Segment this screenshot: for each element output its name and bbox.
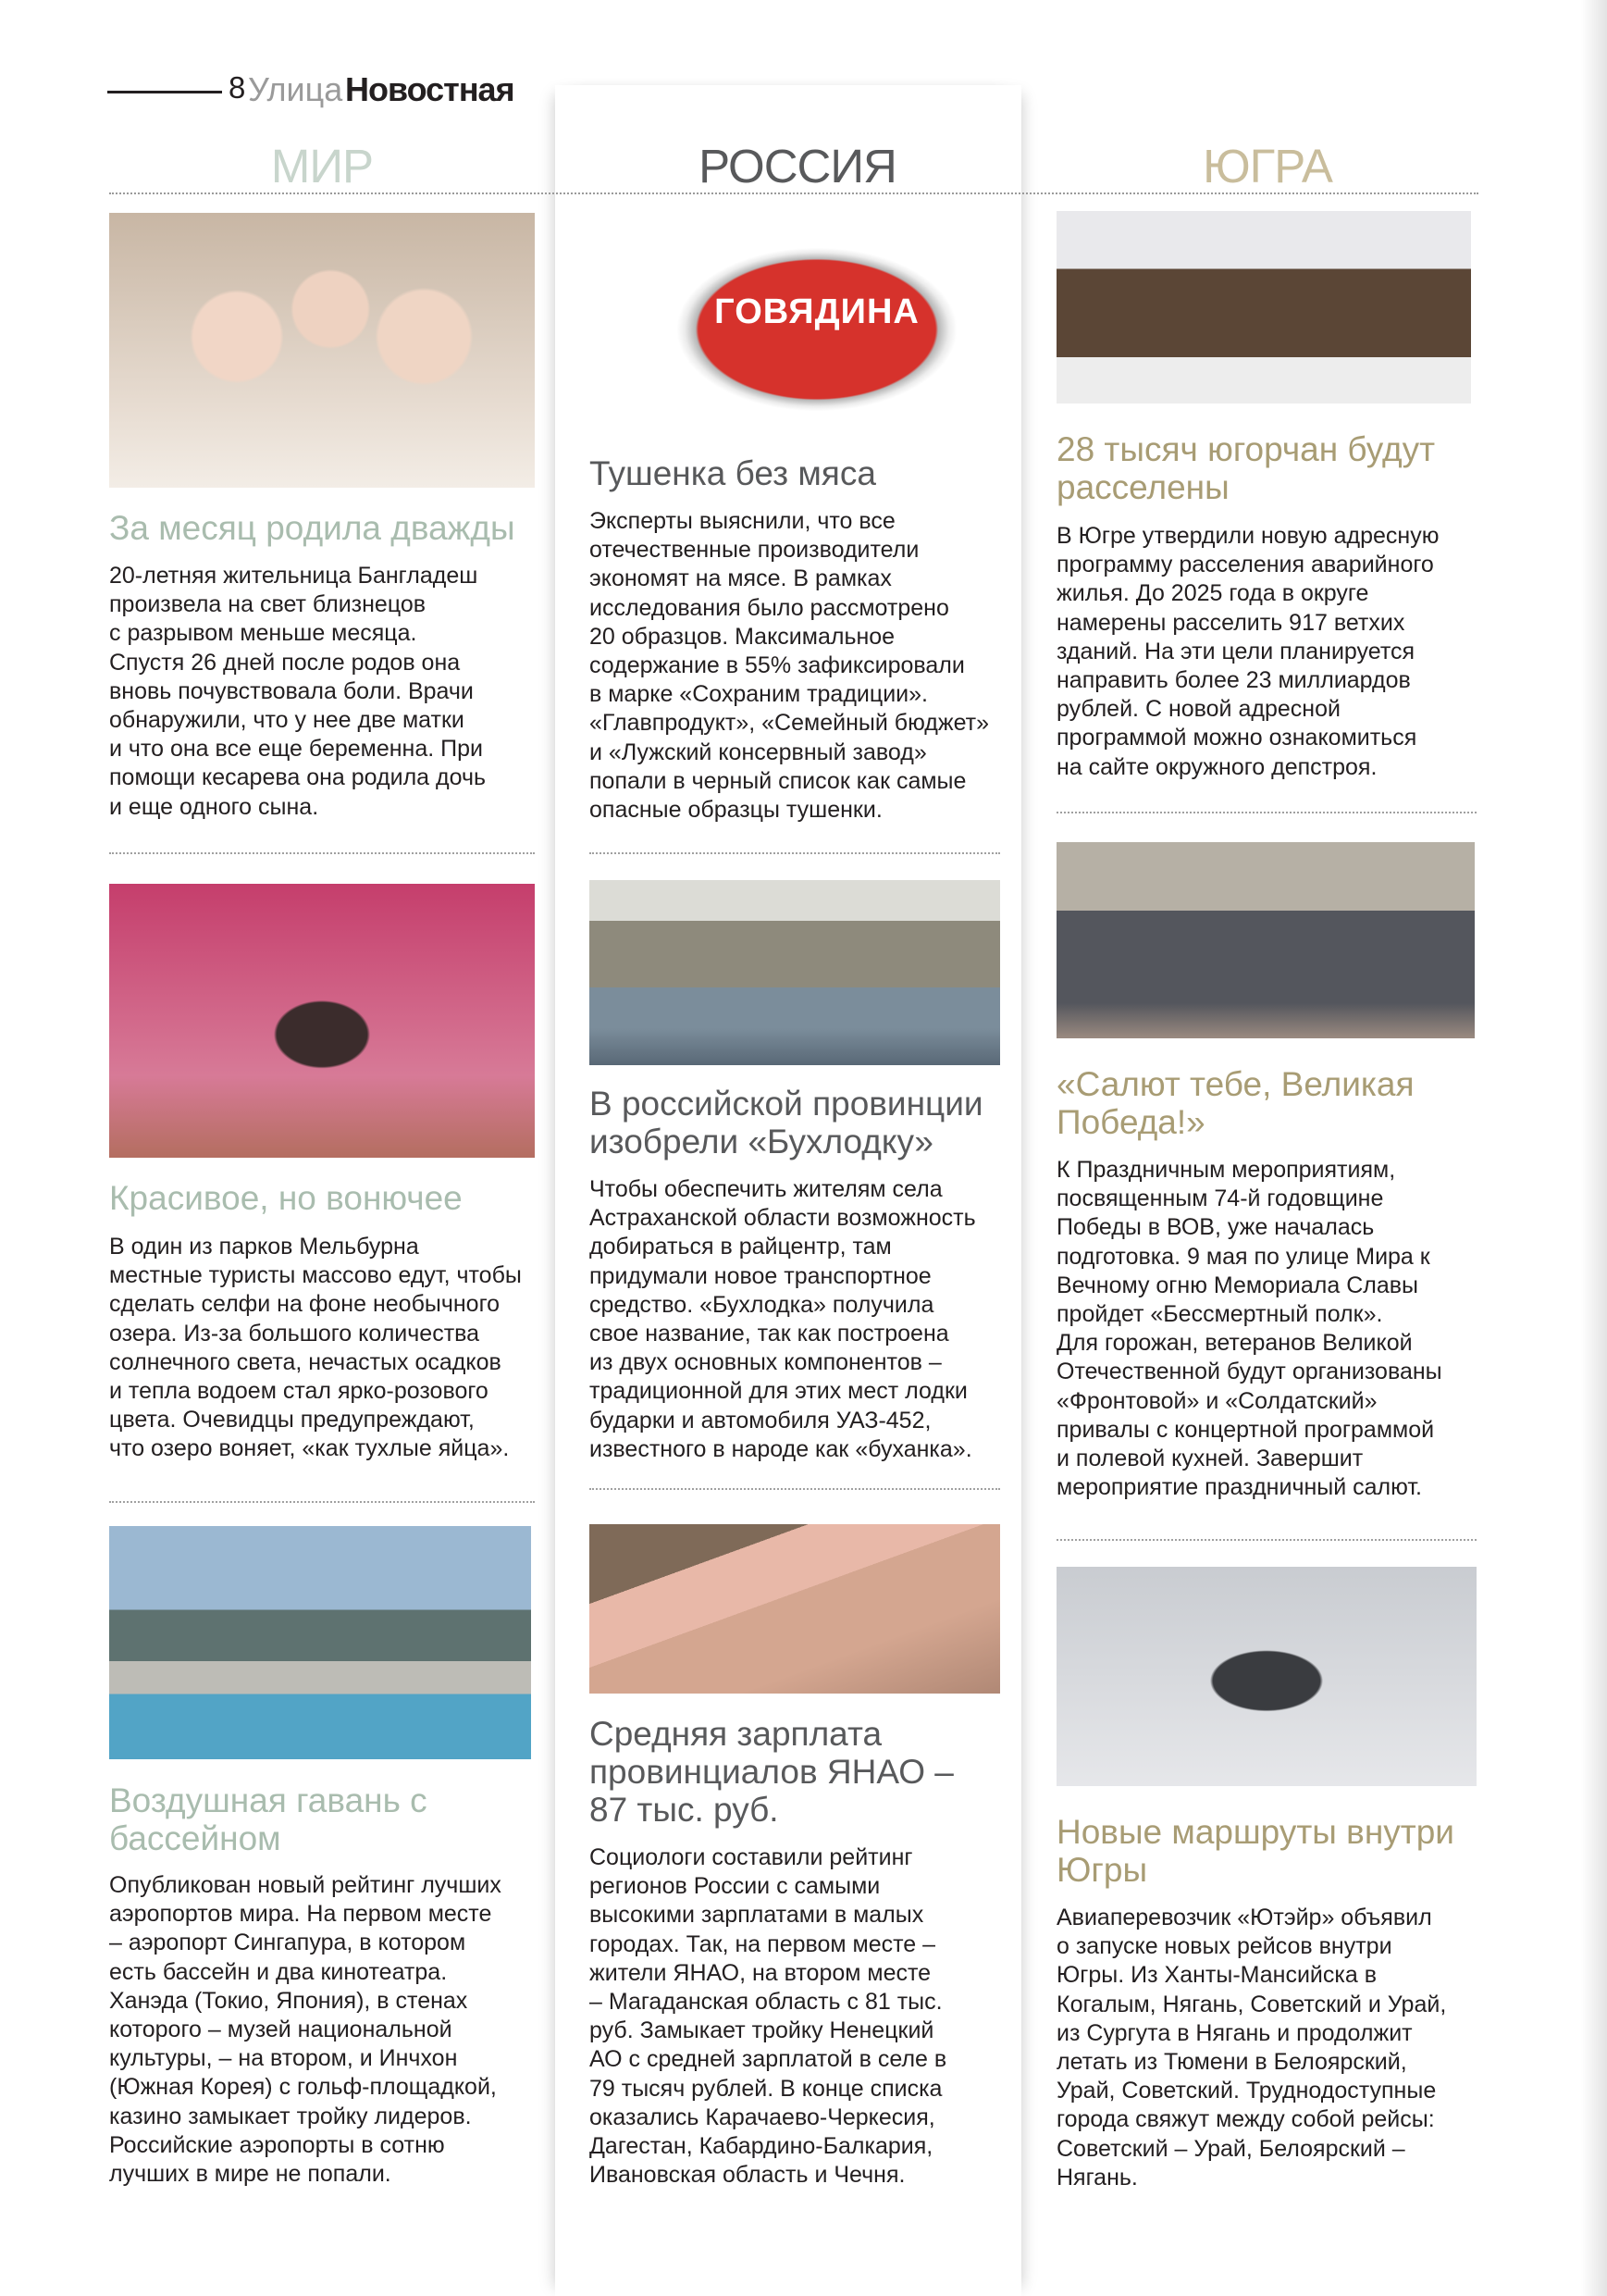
section-heading-russia: РОССИЯ [698,140,896,192]
article-title: Новые маршруты внутри Югры [1057,1813,1454,1889]
article-divider [589,852,1000,854]
article-divider [1057,812,1477,813]
article-title: Красивое, но вонючее [109,1179,463,1217]
article-body: 20-летняя жительница Бангладеш произвела на свет близнецов с разрывом меньше месяца. Спустя 26 дней после родов она вновь почувствовала боли. Врачи обнаружили, что у нее две матки и что она все еще беременна. При помощи кесарева она родила дочь и еще одного сына. [109,563,486,820]
article-new-routes [1057,1567,1491,2192]
article-body: Опубликован новый рейтинг лучших аэропортов мира. На первом месте – аэропорт Сингапура, в котором есть бассейн и два кинотеатра. Ханэда (Токио, Япония), в стенах которого – музей национальной культуры, – на втором, и Инчхон (Южная Корея) с гольф-площадкой, казино замыкает тройку лидеров. Российские аэропорты в сотню лучших в мире не попали. [109,1872,501,2188]
article-title: За месяц родила дважды [109,509,515,547]
newborn-twins-photo [109,213,535,488]
article-body: В один из парков Мельбурна местные туристы массово едут, чтобы сделать селфи на фоне необычного озера. Из-за большого количества солнечного света, нечастых осадков и тепла водоем стал ярко-розового цвета. Очевидцы предупреждают, что озеро воняет, «как тухлые яйца». [109,1234,522,1462]
victory-day-parade-photo [1057,842,1475,1038]
article-airport-pool [109,1526,544,2189]
section-heading-world: МИР [270,140,374,192]
article-body: Чтобы обеспечить жителям села Астраханской области возможность добираться в райцентр, там придумали новое транспортное средство. «Бухлодка» получила свое название, так как построена из двух основных компонентов – традиционной для этих мест лодки бударки и автомобиля УАЗ-452, известного в народе как «буханка». [589,1176,976,1462]
article-divider [109,852,535,854]
page-edge-shadow [1581,0,1607,2296]
header-rule [107,91,222,93]
article-body: Авиаперевозчик «Ютэйр» объявил о запуске новых рейсов внутри Югры. Из Ханты-Мансийска в Когалым, Нягань, Советский и Урай, из Сургута в Нягань и продолжит летать из Тюмени в Белоярский, Урай, Советский. Труднодоступные города свяжут между собой рейсы: Советский – Урай, Белоярский – Нягань. [1057,1905,1447,2191]
canned-beef-photo [626,218,1007,441]
article-body: Эксперты выяснили, что все отечественные производители экономят на мясе. В рамках исследования было рассмотрено 20 образцов. Максимальное содержание в 55% зафиксировали в марке «Сохраним традиции». «Главпродукт», «Семейный бюджет» и «Лужский консервный завод» попали в черный список как самые опасные образцы тушенки. [589,508,990,824]
magazine-title-part1: Улица [248,70,343,108]
article-title: Средняя зарплата провинциалов ЯНАО – 87 тыс. руб. [589,1715,954,1829]
bukhlodka-ferry-photo [589,880,1000,1065]
article-divider [109,1501,535,1503]
article-title: «Салют тебе, Великая Победа!» [1057,1065,1415,1141]
article-resettlement [1057,211,1491,782]
old-wooden-house-photo [1057,211,1471,403]
article-yanao-salary [589,1524,1015,2190]
airplane-photo [1057,1567,1477,1786]
article-twins [109,213,537,822]
page-number: 8 [229,70,246,105]
article-title: Тушенка без мяса [589,454,876,492]
section-divider [109,192,1478,194]
pink-lake-selfie-photo [109,884,535,1158]
article-pink-lake [109,884,544,1464]
magazine-title-part2: Новостная [345,70,514,108]
banknotes-photo [589,1524,1000,1694]
article-divider [589,1488,1000,1490]
article-divider [1057,1539,1477,1541]
article-title: 28 тысяч югорчан будут расселены [1057,430,1436,506]
article-body: К Праздничным мероприятиям, посвященным 74-й годовщине Победы в ВОВ, уже началась подготовка. 9 мая по улице Мира к Вечному огню Мемориала Славы пройдет «Бессмертный полк». Для горожан, ветеранов Великой Отечественной будут организованы «Фронтовой» и «Солдатский» привалы с концертной программой и полевой кухней. Завершит мероприятие праздничный салют. [1057,1157,1442,1501]
article-canned-beef [589,218,1006,825]
article-victory-day [1057,842,1491,1502]
article-body: В Югре утвердили новую адресную программу расселения аварийного жилья. До 2025 года в округе намерены расселить 917 ветхих зданий. На эти цели планируется направить более 23 миллиардов рублей. С новой адресной программой можно ознакомиться на сайте окружного депстроя. [1057,523,1440,780]
article-bukhlodka [589,880,1015,1464]
article-body: Социологи составили рейтинг регионов России с самыми высокими зарплатами в малых городах. Так, на первом месте – жители ЯНАО, на втором месте – Магаданская область с 81 тыс. руб. Замыкает тройку Ненецкий АО с средней зарплатой в селе в 79 тысяч рублей. В конце списка оказались Карачаево-Черкесия, Дагестан, Кабардино-Балкария, Ивановская область и Чечня. [589,1844,947,2189]
article-title: Воздушная гавань с бассейном [109,1781,427,1857]
airport-pool-photo [109,1526,531,1759]
section-heading-yugra: ЮГРА [1203,140,1332,192]
can-label-text: ГОВЯДИНА [714,292,920,331]
article-title: В российской провинции изобрели «Бухлодку» [589,1085,983,1160]
